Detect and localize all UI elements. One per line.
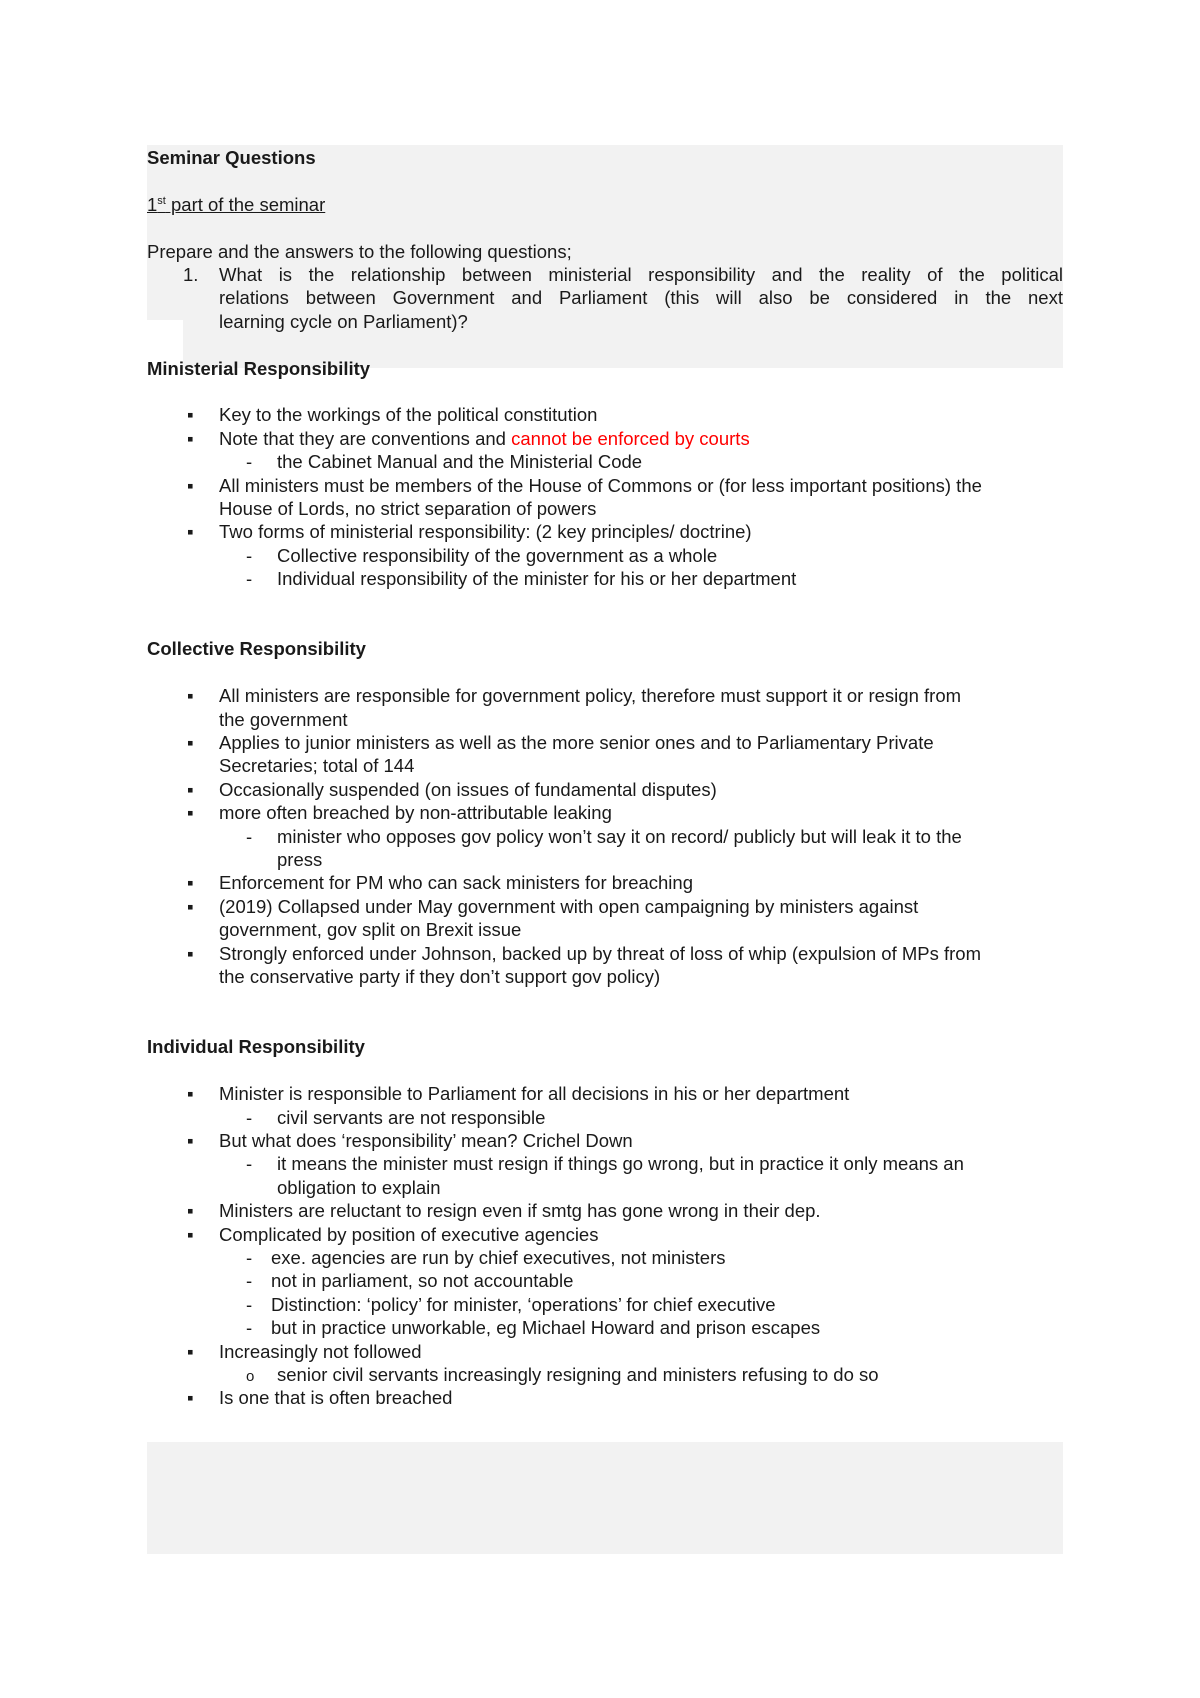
dash-marker: -	[246, 1106, 253, 1128]
part-number: 1	[147, 193, 158, 215]
bullet-item: ▪ Minister is responsible to Parliament for all decisions in his or her department	[187, 1083, 850, 1105]
bullet-icon: ▪	[187, 404, 194, 426]
bullet-icon: ▪	[187, 895, 194, 917]
bullet-item: ▪ Complicated by position of executive agencies	[187, 1223, 599, 1245]
bullet-icon: ▪	[187, 427, 194, 449]
dash-marker: -	[246, 451, 253, 473]
question-line: 1. What is the relationship between ministerial responsibility and the reality of the political	[183, 264, 1063, 285]
dash-item: - Distinction: ‘policy’ for minister, ‘operations’ for chief executive	[246, 1293, 776, 1315]
part-text: part of the seminar	[165, 193, 326, 215]
bullet-item: ▪ But what does ‘responsibility’ mean? Crichel Down	[187, 1129, 633, 1151]
document-body	[147, 146, 1063, 1410]
dash-marker: -	[246, 1317, 253, 1339]
dash-item: - civil servants are not responsible	[246, 1106, 546, 1128]
question-number: 1.	[183, 264, 199, 285]
bullet-icon: ▪	[187, 1083, 194, 1105]
section-heading-collective: Collective Responsibility	[147, 638, 366, 660]
dash-continuation: press	[277, 849, 323, 871]
bullet-icon: ▪	[187, 1223, 194, 1245]
bullet-item: ▪ Ministers are reluctant to resign even if smtg has gone wrong in their dep.	[187, 1200, 821, 1222]
bullet-item: ▪ All ministers are responsible for government policy, therefore must support it or resign from	[187, 685, 962, 707]
shaded-empty-box	[147, 1442, 1063, 1554]
question-line: relations between Government and Parliament (this will also be considered in the next	[219, 287, 1063, 309]
section-heading-ministerial: Ministerial Responsibility	[147, 357, 371, 379]
bullet-item: ▪ Strongly enforced under Johnson, backed up by threat of loss of whip (expulsion of MPs from	[187, 942, 981, 964]
dash-marker: -	[246, 1153, 253, 1175]
bullet-item: ▪ Is one that is often breached	[187, 1387, 453, 1409]
bullet-item: ▪ (2019) Collapsed under May government with open campaigning by ministers against	[187, 895, 919, 917]
circle-item: o senior civil servants increasingly resigning and ministers refusing to do so	[147, 1363, 1063, 1386]
dash-marker: -	[246, 1293, 253, 1315]
seminar-title: Seminar Questions	[147, 147, 316, 168]
bullet-item: ▪ Increasingly not followed	[187, 1340, 422, 1362]
part-superscript: st	[157, 194, 166, 207]
bullet-icon: ▪	[187, 1340, 194, 1362]
dash-continuation: obligation to explain	[277, 1176, 441, 1198]
bullet-icon: ▪	[187, 872, 194, 894]
dash-marker: -	[246, 1246, 253, 1268]
bullet-icon: ▪	[187, 1387, 194, 1409]
dash-item: - Individual responsibility of the minister for his or her department	[246, 568, 797, 590]
bullet-continuation: Secretaries; total of 144	[219, 755, 415, 777]
dash-item: - Collective responsibility of the government as a whole	[246, 544, 718, 566]
bullet-item: ▪ more often breached by non-attributable leaking	[187, 802, 612, 824]
part-heading	[147, 193, 1063, 216]
dash-item: - the Cabinet Manual and the Ministerial Code	[246, 451, 643, 473]
bullet-continuation: the government	[219, 708, 348, 730]
dash-marker: -	[246, 825, 253, 847]
bullet-item: ▪ Two forms of ministerial responsibility: (2 key principles/ doctrine)	[187, 521, 752, 543]
bullet-item: ▪ Note that they are conventions and cannot be enforced by courts	[187, 427, 750, 449]
bullet-continuation: the conservative party if they don’t support gov policy)	[219, 966, 661, 988]
bullet-icon: ▪	[187, 1200, 194, 1222]
bullet-icon: ▪	[187, 685, 194, 707]
dash-item: - but in practice unworkable, eg Michael Howard and prison escapes	[246, 1317, 821, 1339]
dash-item: - exe. agencies are run by chief executives, not ministers	[246, 1246, 726, 1268]
bullet-icon: ▪	[187, 521, 194, 543]
bullet-item: ▪ Applies to junior ministers as well as the more senior ones and to Parliamentary Private	[187, 732, 934, 754]
bullet-icon: ▪	[187, 778, 194, 800]
dash-marker: -	[246, 1270, 253, 1292]
dash-item: - not in parliament, so not accountable	[246, 1270, 574, 1292]
question-line: learning cycle on Parliament)?	[219, 310, 468, 332]
bullet-item: ▪ All ministers must be members of the House of Commons or (for less important positions) the	[187, 474, 982, 496]
bullet-item: ▪ Enforcement for PM who can sack ministers for breaching	[187, 872, 693, 894]
bullet-icon: ▪	[187, 1129, 194, 1151]
seminar-intro: Prepare and the answers to the following questions;	[147, 240, 572, 262]
circle-marker: o	[246, 1367, 255, 1385]
bullet-continuation: government, gov split on Brexit issue	[219, 919, 522, 941]
dash-item: - it means the minister must resign if things go wrong, but in practice it only means an	[246, 1153, 964, 1175]
highlighted-text: cannot be enforced by courts	[511, 427, 750, 449]
bullet-icon: ▪	[187, 802, 194, 824]
bullet-item: ▪ Key to the workings of the political constitution	[187, 404, 598, 426]
dash-marker: -	[246, 568, 253, 590]
bullet-icon: ▪	[187, 474, 194, 496]
section-heading-individual: Individual Responsibility	[147, 1036, 365, 1058]
bullet-item: ▪ Occasionally suspended (on issues of fundamental disputes)	[187, 778, 717, 800]
bullet-icon: ▪	[187, 732, 194, 754]
bullet-icon: ▪	[187, 942, 194, 964]
dash-marker: -	[246, 544, 253, 566]
bullet-continuation: House of Lords, no strict separation of powers	[219, 498, 597, 520]
dash-item: - minister who opposes gov policy won’t say it on record/ publicly but will leak it to the	[246, 825, 962, 847]
